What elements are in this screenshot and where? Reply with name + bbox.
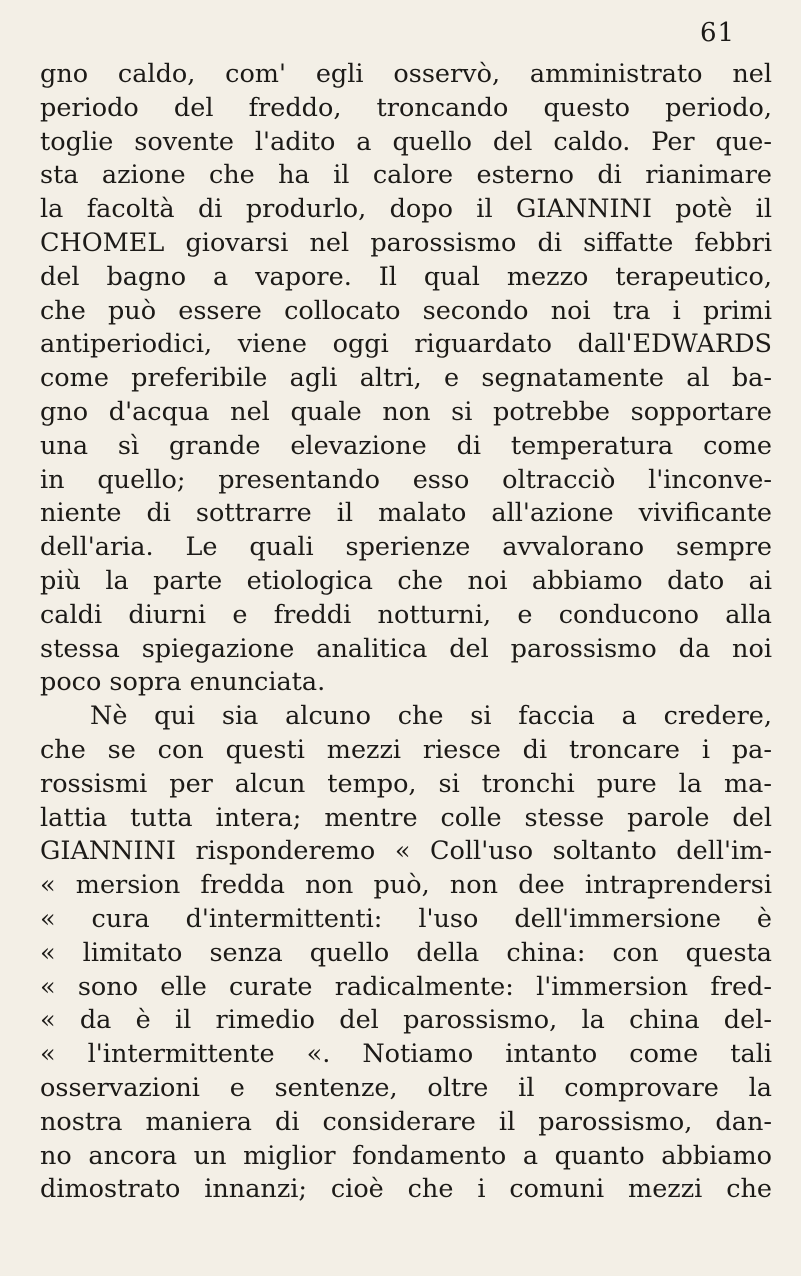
text-line: « l'intermittente «. Notiamo intanto come tali xyxy=(40,1039,772,1070)
text-line: dell'aria. Le quali sperienze avvalorano sempre xyxy=(40,532,772,563)
text-line: del bagno a vapore. Il qual mezzo terapeutico, xyxy=(40,261,772,292)
text-line: in quello; presentando esso oltracciò l'inconve- xyxy=(40,464,772,495)
text-line: gno caldo, com' egli osservò, amministrato nel xyxy=(40,59,772,89)
text-line: « mersion fredda non può, non dee intraprendersi xyxy=(40,870,772,901)
text-line: che può essere collocato secondo noi tra i primi xyxy=(40,295,772,326)
text-line: che se con questi mezzi riesce di troncare i pa- xyxy=(40,734,772,765)
text-line: rossismi per alcun tempo, si tronchi pure la ma- xyxy=(40,768,772,799)
text-line-paragraph-start: Nè qui sia alcuno che si faccia a credere, xyxy=(90,701,772,732)
text-line: la facoltà di produrlo, dopo il GIANNINI potè il xyxy=(40,194,772,225)
text-line: niente di sottrarre il malato all'azione vivificante xyxy=(40,498,772,529)
text-line: toglie sovente l'adito a quello del caldo. Per que- xyxy=(40,126,772,157)
text-line: CHOMEL giovarsi nel parossismo di siffatte febbri xyxy=(40,227,772,258)
text-line: « limitato senza quello della china: con questa xyxy=(40,937,772,968)
text-line: dimostrato innanzi; cioè che i comuni mezzi che xyxy=(40,1174,772,1205)
text-line: gno d'acqua nel quale non si potrebbe sopportare xyxy=(40,396,772,427)
text-line: stessa spiegazione analitica del parossismo da noi xyxy=(40,633,772,664)
page-number: 61 xyxy=(700,18,736,48)
text-line: sta azione che ha il calore esterno di rianimare xyxy=(40,160,772,191)
text-line: come preferibile agli altri, e segnatamente al ba- xyxy=(40,363,772,394)
text-line: « cura d'intermittenti: l'uso dell'immersione è xyxy=(40,903,772,934)
text-line: lattia tutta intera; mentre colle stesse parole del xyxy=(40,802,772,833)
body-text xyxy=(40,58,772,1207)
text-line: caldi diurni e freddi notturni, e conducono alla xyxy=(40,599,772,630)
text-line: periodo del freddo, troncando questo periodo, xyxy=(40,92,772,123)
text-line: « da è il rimedio del parossismo, la china del- xyxy=(40,1005,772,1036)
text-line: antiperiodici, viene oggi riguardato dall'EDWARDS xyxy=(40,329,772,360)
text-line: « sono elle curate radicalmente: l'immersion fred- xyxy=(40,971,772,1002)
text-line: no ancora un miglior fondamento a quanto abbiamo xyxy=(40,1140,772,1171)
text-line: più la parte etiologica che noi abbiamo dato ai xyxy=(40,565,772,596)
text-line: una sì grande elevazione di temperatura come xyxy=(40,430,772,461)
text-line: osservazioni e sentenze, oltre il comprovare la xyxy=(40,1072,772,1103)
text-line: nostra maniera di considerare il parossismo, dan- xyxy=(40,1106,772,1137)
text-line-paragraph-end: poco sopra enunciata. xyxy=(40,667,326,698)
text-line: GIANNINI risponderemo « Coll'uso soltanto dell'im- xyxy=(40,836,772,867)
